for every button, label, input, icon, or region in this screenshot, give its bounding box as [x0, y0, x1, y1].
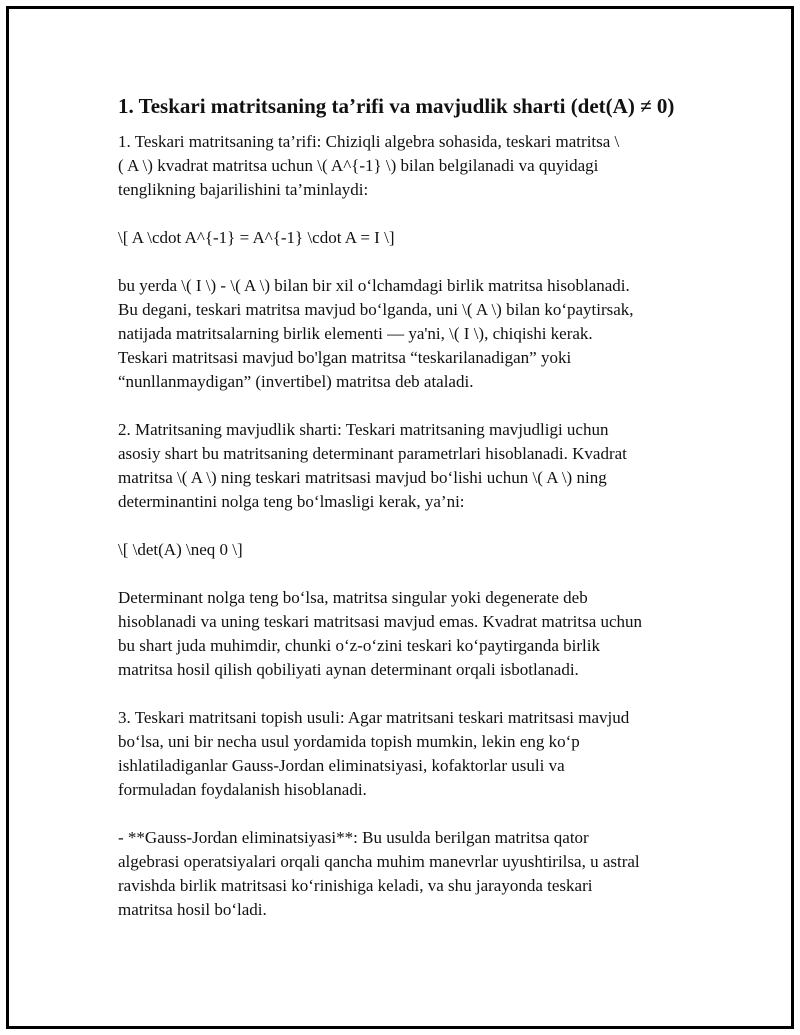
- paragraph-singular: [118, 586, 698, 682]
- text-line: 2. Matritsaning mavjudlik sharti: Teskari matritsaning mavjudligi uchun: [118, 420, 609, 439]
- text-line: ( A \) kvadrat matritsa uchun \( A^{-1} \) bilan belgilanadi va quyidagi: [118, 156, 599, 175]
- text-line: Bu degani, teskari matritsa mavjud bo‘lganda, uni \( A \) bilan ko‘paytirsak,: [118, 300, 634, 319]
- formula-determinant: [118, 538, 698, 562]
- text-line: determinantini nolga teng bo‘lmasligi kerak, ya’ni:: [118, 492, 465, 511]
- text-line: bo‘lsa, uni bir necha usul yordamida topish mumkin, lekin eng ko‘p: [118, 732, 580, 751]
- document-body: [118, 92, 698, 946]
- text-line: matritsa \( A \) ning teskari matritsasi mavjud bo‘lishi uchun \( A \) ning: [118, 468, 607, 487]
- text-line: \[ \det(A) \neq 0 \]: [118, 540, 243, 559]
- text-line: bu yerda \( I \) - \( A \) bilan bir xil o‘lchamdagi birlik matritsa hisoblanadi.: [118, 276, 630, 295]
- text-line: \[ A \cdot A^{-1} = A^{-1} \cdot A = I \]: [118, 228, 395, 247]
- text-line: Determinant nolga teng bo‘lsa, matritsa singular yoki degenerate deb: [118, 588, 588, 607]
- text-line: asosiy shart bu matritsaning determinant parametrlari hisoblanadi. Kvadrat: [118, 444, 627, 463]
- text-line: hisoblanadi va uning teskari matritsasi mavjud emas. Kvadrat matritsa uchun: [118, 612, 643, 631]
- text-line: 3. Teskari matritsani topish usuli: Agar matritsani teskari matritsasi mavjud: [118, 708, 630, 727]
- text-line: ishlatiladiganlar Gauss-Jordan eliminatsiyasi, kofaktorlar usuli va: [118, 756, 565, 775]
- section-heading: 1. Teskari matritsaning ta’rifi va mavjudlik sharti (det(A) ≠ 0): [118, 94, 675, 118]
- paragraph-methods: [118, 706, 698, 802]
- paragraph-gauss-jordan: [118, 826, 698, 922]
- paragraph-existence-condition: [118, 418, 698, 514]
- text-line: tenglikning bajarilishini ta’minlaydi:: [118, 180, 369, 199]
- paragraph-definition: [118, 130, 698, 202]
- text-line: - **Gauss-Jordan eliminatsiyasi**: Bu usulda berilgan matritsa qator: [118, 828, 589, 847]
- text-line: bu shart juda muhimdir, chunki o‘z-o‘zini teskari ko‘paytirganda birlik: [118, 636, 600, 655]
- text-line: algebrasi operatsiyalari orqali qancha muhim manevrlar uyushtirilsa, u astral: [118, 852, 640, 871]
- formula-inverse: [118, 226, 698, 250]
- text-line: Teskari matritsasi mavjud bo'lgan matritsa “teskarilanadigan” yoki: [118, 348, 572, 367]
- text-line: matritsa hosil bo‘ladi.: [118, 900, 267, 919]
- text-line: formuladan foydalanish hisoblanadi.: [118, 780, 367, 799]
- paragraph-identity-explanation: [118, 274, 698, 394]
- text-line: “nunllanmaydigan” (invertibel) matritsa deb ataladi.: [118, 372, 474, 391]
- text-line: ravishda birlik matritsasi ko‘rinishiga keladi, va shu jarayonda teskari: [118, 876, 593, 895]
- text-line: natijada matritsalarning birlik elementi — ya'ni, \( I \), chiqishi kerak.: [118, 324, 593, 343]
- text-line: 1. Teskari matritsaning ta’rifi: Chiziqli algebra sohasida, teskari matritsa \: [118, 132, 620, 151]
- text-line: matritsa hosil qilish qobiliyati aynan determinant orqali isbotlanadi.: [118, 660, 579, 679]
